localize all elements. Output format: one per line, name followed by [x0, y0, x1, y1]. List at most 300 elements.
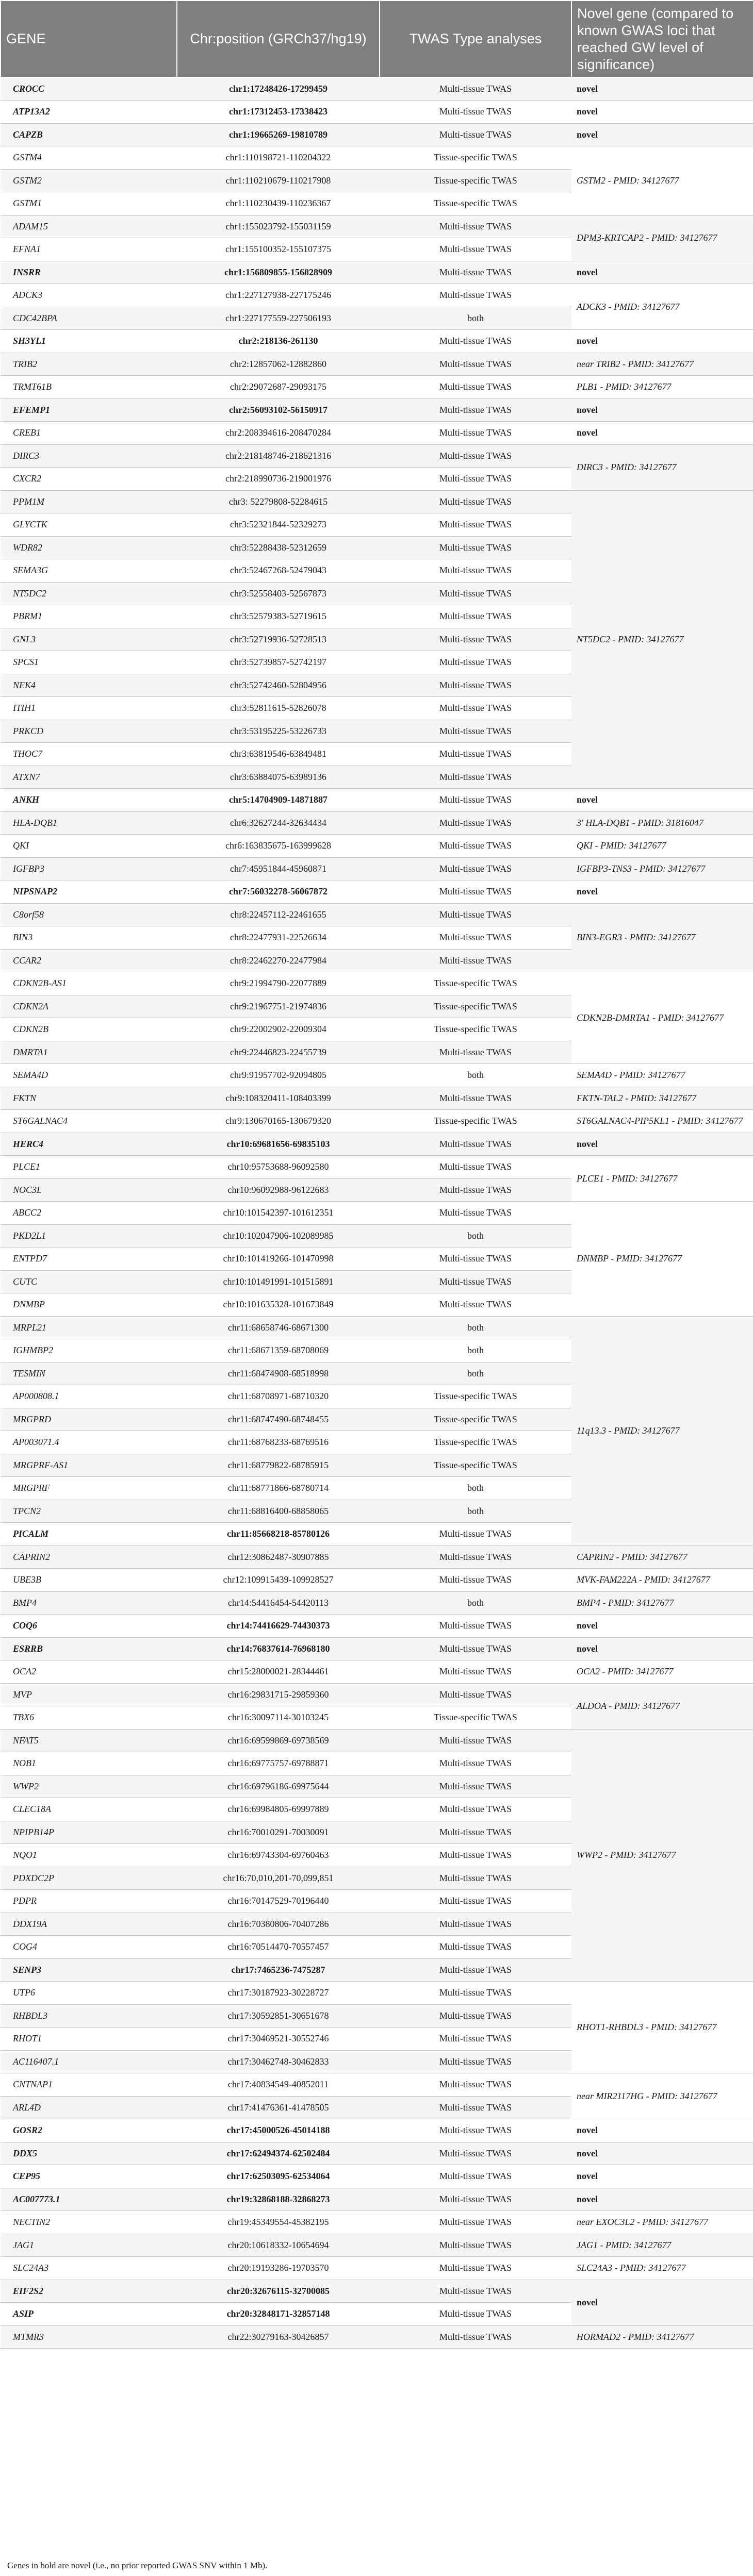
position-cell: chr17:62494374-62502484: [177, 2142, 380, 2165]
twas-type-cell: Multi-tissue TWAS: [380, 2234, 571, 2257]
twas-type-cell: Multi-tissue TWAS: [380, 2004, 571, 2027]
position-cell: chr11:68671359-68708069: [177, 1339, 380, 1362]
position-cell: chr17:62503095-62534064: [177, 2165, 380, 2188]
gene-cell: NIPSNAP2: [1, 880, 177, 904]
position-cell: chr1:17248426-17299459: [177, 77, 380, 101]
position-cell: chr17:40834549-40852011: [177, 2073, 380, 2097]
table-row: [1, 2280, 753, 2303]
novel-gene-cell: [571, 353, 753, 376]
known-locus-reference: CDKN2B-DMRTA1 - PMID: 34127677: [577, 1012, 724, 1023]
twas-type-cell: Multi-tissue TWAS: [380, 1913, 571, 1936]
position-cell: chr17:45000526-45014188: [177, 2119, 380, 2142]
gene-cell: CUTC: [1, 1270, 177, 1293]
position-cell: chr9:22002902-22009304: [177, 1018, 380, 1041]
position-cell: chr1:19665269-19810789: [177, 123, 380, 146]
gene-cell: DDX5: [1, 2142, 177, 2165]
position-cell: chr16:70010291-70030091: [177, 1821, 380, 1844]
twas-type-cell: Multi-tissue TWAS: [380, 284, 571, 307]
gene-cell: PLCE1: [1, 1156, 177, 1179]
table-row: [1, 972, 753, 995]
twas-type-cell: Multi-tissue TWAS: [380, 2188, 571, 2211]
twas-type-cell: Multi-tissue TWAS: [380, 101, 571, 124]
novel-gene-cell: [571, 444, 753, 490]
gene-cell: SLC24A3: [1, 2257, 177, 2280]
twas-type-cell: Multi-tissue TWAS: [380, 559, 571, 583]
known-locus-reference: JAG1 - PMID: 34127677: [577, 2239, 672, 2250]
novel-gene-cell: [571, 2325, 753, 2349]
novel-gene-cell: [571, 1133, 753, 1156]
gene-cell: NPIPB14P: [1, 1821, 177, 1844]
gene-cell: QKI: [1, 835, 177, 858]
table-row: [1, 1591, 753, 1615]
twas-type-cell: Multi-tissue TWAS: [380, 444, 571, 468]
twas-type-cell: Multi-tissue TWAS: [380, 353, 571, 376]
header-position: Chr:position (GRCh37/hg19): [177, 1, 380, 77]
position-cell: chr1:155023792-155031159: [177, 215, 380, 238]
position-cell: chr10:96092988-96122683: [177, 1178, 380, 1202]
novel-label: novel: [577, 886, 598, 897]
table-row: [1, 903, 753, 926]
twas-type-cell: Multi-tissue TWAS: [380, 1202, 571, 1225]
twas-type-cell: Multi-tissue TWAS: [380, 880, 571, 904]
novel-gene-cell: [571, 1982, 753, 2073]
novel-label: novel: [577, 1138, 598, 1149]
twas-type-cell: Multi-tissue TWAS: [380, 490, 571, 513]
novel-gene-cell: [571, 101, 753, 124]
position-cell: chr5:14704909-14871887: [177, 789, 380, 812]
position-cell: chr10:101635328-101673849: [177, 1293, 380, 1317]
gene-cell: JAG1: [1, 2234, 177, 2257]
gene-cell: CDKN2A: [1, 995, 177, 1018]
position-cell: chr12:30862487-30907885: [177, 1545, 380, 1569]
gene-cell: ITIH1: [1, 697, 177, 720]
novel-gene-cell: [571, 2211, 753, 2234]
twas-type-cell: Tissue-specific TWAS: [380, 1408, 571, 1431]
twas-type-cell: Multi-tissue TWAS: [380, 1270, 571, 1293]
header-row: [1, 1, 753, 77]
twas-type-cell: Multi-tissue TWAS: [380, 1248, 571, 1271]
table-row: [1, 811, 753, 835]
twas-type-cell: Multi-tissue TWAS: [380, 2303, 571, 2326]
position-cell: chr1:156809855-156828909: [177, 261, 380, 284]
twas-type-cell: both: [380, 1591, 571, 1615]
table-row: [1, 1683, 753, 1706]
known-locus-reference: near TRIB2 - PMID: 34127677: [577, 358, 694, 369]
known-locus-reference: PLCE1 - PMID: 34127677: [577, 1173, 678, 1184]
position-cell: chr9:21994790-22077889: [177, 972, 380, 995]
position-cell: chr19:32868188-32868273: [177, 2188, 380, 2211]
gene-cell: CAPZB: [1, 123, 177, 146]
known-locus-reference: near MIR2117HG - PMID: 34127677: [577, 2090, 717, 2101]
gene-cell: ASIP: [1, 2303, 177, 2326]
position-cell: chr16:70514470-70557457: [177, 1936, 380, 1959]
twas-type-cell: Multi-tissue TWAS: [380, 238, 571, 261]
twas-type-cell: Tissue-specific TWAS: [380, 1454, 571, 1477]
position-cell: chr9:22446823-22455739: [177, 1041, 380, 1064]
position-cell: chr3:52558403-52567873: [177, 582, 380, 605]
gene-cell: FKTN: [1, 1087, 177, 1110]
gene-cell: RHBDL3: [1, 2004, 177, 2027]
gene-cell: NECTIN2: [1, 2211, 177, 2234]
position-cell: chr10:102047906-102089985: [177, 1224, 380, 1248]
novel-label: novel: [577, 404, 598, 415]
table-row: [1, 1569, 753, 1592]
position-cell: chr16:70380806-70407286: [177, 1913, 380, 1936]
twas-type-cell: Multi-tissue TWAS: [380, 1982, 571, 2005]
position-cell: chr20:10618332-10654694: [177, 2234, 380, 2257]
twas-type-cell: both: [380, 1316, 571, 1339]
gene-cell: OCA2: [1, 1660, 177, 1684]
novel-gene-cell: [571, 2234, 753, 2257]
position-cell: chr3:52467268-52479043: [177, 559, 380, 583]
novel-gene-cell: [571, 1615, 753, 1638]
twas-type-cell: Multi-tissue TWAS: [380, 2119, 571, 2142]
twas-type-cell: Tissue-specific TWAS: [380, 1385, 571, 1408]
twas-type-cell: Multi-tissue TWAS: [380, 2027, 571, 2051]
position-cell: chr9:21967751-21974836: [177, 995, 380, 1018]
novel-label: novel: [577, 84, 598, 94]
known-locus-reference: GSTM2 - PMID: 34127677: [577, 175, 679, 186]
gene-cell: CAPRIN2: [1, 1545, 177, 1569]
position-cell: chr11:68816400-68858065: [177, 1500, 380, 1523]
novel-gene-cell: [571, 1202, 753, 1317]
novel-gene-cell: [571, 857, 753, 880]
twas-type-cell: Multi-tissue TWAS: [380, 582, 571, 605]
novel-gene-cell: [571, 1683, 753, 1729]
known-locus-reference: DPM3-KRTCAP2 - PMID: 34127677: [577, 232, 717, 243]
gene-cell: ANKH: [1, 789, 177, 812]
gene-cell: PPM1M: [1, 490, 177, 513]
gene-cell: MVP: [1, 1683, 177, 1706]
gene-cell: GOSR2: [1, 2119, 177, 2142]
twas-type-cell: Tissue-specific TWAS: [380, 1110, 571, 1133]
gene-cell: RHOT1: [1, 2027, 177, 2051]
gene-cell: CDKN2B-AS1: [1, 972, 177, 995]
known-locus-reference: HORMAD2 - PMID: 34127677: [577, 2331, 694, 2342]
twas-type-cell: Multi-tissue TWAS: [380, 1798, 571, 1821]
known-locus-reference: WWP2 - PMID: 34127677: [577, 1850, 676, 1860]
novel-gene-cell: [571, 1156, 753, 1202]
novel-gene-cell: [571, 903, 753, 972]
position-cell: chr16:69775757-69788871: [177, 1752, 380, 1775]
known-locus-reference: SEMA4D - PMID: 34127677: [577, 1070, 685, 1081]
position-cell: chr17:30469521-30552746: [177, 2027, 380, 2051]
gene-cell: ESRRB: [1, 1637, 177, 1660]
table-row: [1, 1637, 753, 1660]
position-cell: chr9:130670165-130679320: [177, 1110, 380, 1133]
twas-type-cell: Multi-tissue TWAS: [380, 261, 571, 284]
known-locus-reference: CAPRIN2 - PMID: 34127677: [577, 1551, 687, 1562]
novel-gene-cell: [571, 2257, 753, 2280]
twas-type-cell: Tissue-specific TWAS: [380, 192, 571, 215]
novel-label: novel: [577, 267, 598, 277]
position-cell: chr1:227177559-227506193: [177, 307, 380, 330]
novel-gene-cell: [571, 146, 753, 215]
gene-cell: ABCC2: [1, 1202, 177, 1225]
twas-type-cell: Multi-tissue TWAS: [380, 1890, 571, 1913]
table-row: [1, 376, 753, 399]
gene-cell: CDC42BPA: [1, 307, 177, 330]
twas-type-cell: Multi-tissue TWAS: [380, 398, 571, 422]
position-cell: chr16:70,010,201-70,099,851: [177, 1867, 380, 1890]
gene-cell: IGHMBP2: [1, 1339, 177, 1362]
table-row: [1, 353, 753, 376]
gene-cell: MTMR3: [1, 2325, 177, 2349]
table-row: [1, 261, 753, 284]
gene-cell: GLYCTK: [1, 513, 177, 537]
twas-type-cell: Multi-tissue TWAS: [380, 628, 571, 651]
gene-cell: PDPR: [1, 1890, 177, 1913]
table-row: [1, 123, 753, 146]
novel-gene-cell: [571, 376, 753, 399]
twas-type-cell: Multi-tissue TWAS: [380, 1087, 571, 1110]
table-row: [1, 880, 753, 904]
novel-gene-cell: [571, 972, 753, 1064]
table-row: [1, 77, 753, 101]
twas-type-cell: Tissue-specific TWAS: [380, 1018, 571, 1041]
twas-type-cell: Multi-tissue TWAS: [380, 651, 571, 674]
position-cell: chr6:32627244-32634434: [177, 811, 380, 835]
novel-gene-cell: [571, 1637, 753, 1660]
header-twas-type: TWAS Type analyses: [380, 1, 571, 77]
gene-cell: MRGPRF: [1, 1477, 177, 1500]
twas-type-cell: both: [380, 1224, 571, 1248]
gene-cell: PRKCD: [1, 720, 177, 743]
twas-type-cell: Multi-tissue TWAS: [380, 2050, 571, 2073]
gene-cell: TRIB2: [1, 353, 177, 376]
twas-type-cell: Multi-tissue TWAS: [380, 2325, 571, 2349]
position-cell: chr20:32676115-32700085: [177, 2280, 380, 2303]
position-cell: chr1:110230439-110236367: [177, 192, 380, 215]
gene-cell: GSTM2: [1, 169, 177, 192]
twas-type-cell: Multi-tissue TWAS: [380, 1133, 571, 1156]
table-row: [1, 2073, 753, 2097]
gene-cell: COQ6: [1, 1615, 177, 1638]
novel-gene-cell: [571, 880, 753, 904]
gene-cell: EFEMP1: [1, 398, 177, 422]
known-locus-reference: QKI - PMID: 34127677: [577, 840, 666, 851]
position-cell: chr2:29072687-29093175: [177, 376, 380, 399]
gene-cell: PKD2L1: [1, 1224, 177, 1248]
twas-type-cell: Multi-tissue TWAS: [380, 697, 571, 720]
twas-type-cell: Multi-tissue TWAS: [380, 215, 571, 238]
twas-type-cell: Multi-tissue TWAS: [380, 1775, 571, 1798]
gene-cell: DMRTA1: [1, 1041, 177, 1064]
novel-label: novel: [577, 2171, 598, 2182]
gene-cell: PBRM1: [1, 605, 177, 628]
table-row: [1, 1982, 753, 2005]
gene-cell: SEMA4D: [1, 1064, 177, 1087]
twas-type-cell: Tissue-specific TWAS: [380, 972, 571, 995]
gene-cell: MRPL21: [1, 1316, 177, 1339]
novel-gene-cell: [571, 1569, 753, 1592]
twas-type-cell: Multi-tissue TWAS: [380, 1660, 571, 1684]
gene-cell: GSTM4: [1, 146, 177, 170]
gene-cell: NT5DC2: [1, 582, 177, 605]
position-cell: chr3:52321844-52329273: [177, 513, 380, 537]
gene-cell: NFAT5: [1, 1729, 177, 1752]
position-cell: chr7:56032278-56067872: [177, 880, 380, 904]
table-body: [1, 77, 753, 2349]
position-cell: chr7:45951844-45960871: [177, 857, 380, 880]
twas-type-cell: both: [380, 1500, 571, 1523]
position-cell: chr14:76837614-76968180: [177, 1637, 380, 1660]
novel-gene-cell: [571, 2142, 753, 2165]
table-row: [1, 2119, 753, 2142]
novel-gene-cell: [571, 789, 753, 812]
gene-cell: WDR82: [1, 536, 177, 559]
gene-cell: MRGPRD: [1, 1408, 177, 1431]
position-cell: chr8:22477931-22526634: [177, 926, 380, 950]
position-cell: chr16:69984805-69997889: [177, 1798, 380, 1821]
known-locus-reference: PLB1 - PMID: 34127677: [577, 381, 672, 392]
table-row: [1, 1202, 753, 1225]
position-cell: chr8:22457112-22461655: [177, 903, 380, 926]
novel-gene-cell: [571, 123, 753, 146]
gene-cell: DDX19A: [1, 1913, 177, 1936]
twas-type-cell: Multi-tissue TWAS: [380, 1523, 571, 1546]
position-cell: chr11:68779822-68785915: [177, 1454, 380, 1477]
position-cell: chr11:68658746-68671300: [177, 1316, 380, 1339]
position-cell: chr11:85668218-85780126: [177, 1523, 380, 1546]
gene-cell: ARL4D: [1, 2096, 177, 2119]
position-cell: chr10:95753688-96092580: [177, 1156, 380, 1179]
twas-type-cell: Multi-tissue TWAS: [380, 1867, 571, 1890]
gene-cell: AC116407.1: [1, 2050, 177, 2073]
position-cell: chr3:52742460-52804956: [177, 674, 380, 697]
table-row: [1, 1316, 753, 1339]
table-row: [1, 1110, 753, 1133]
position-cell: chr3:52811615-52826078: [177, 697, 380, 720]
position-cell: chr1:155100352-155107375: [177, 238, 380, 261]
position-cell: chr16:69796186-69975644: [177, 1775, 380, 1798]
gene-cell: BIN3: [1, 926, 177, 950]
twas-type-cell: Multi-tissue TWAS: [380, 1156, 571, 1179]
gene-cell: C8orf58: [1, 903, 177, 926]
table-row: [1, 1133, 753, 1156]
table-row: [1, 1729, 753, 1752]
novel-label: novel: [577, 2125, 598, 2136]
position-cell: chr9:91957702-92094805: [177, 1064, 380, 1087]
twas-type-cell: Multi-tissue TWAS: [380, 789, 571, 812]
table-row: [1, 1660, 753, 1684]
position-cell: chr15:28000021-28344461: [177, 1660, 380, 1684]
twas-type-cell: Multi-tissue TWAS: [380, 766, 571, 789]
position-cell: chr1:17312453-17338423: [177, 101, 380, 124]
position-cell: chr16:69599869-69738569: [177, 1729, 380, 1752]
position-cell: chr20:19193286-19703570: [177, 2257, 380, 2280]
table-row: [1, 2165, 753, 2188]
gene-cell: SEMA3G: [1, 559, 177, 583]
gene-cell: CCAR2: [1, 949, 177, 972]
novel-gene-cell: [571, 284, 753, 330]
known-locus-reference: NT5DC2 - PMID: 34127677: [577, 634, 684, 644]
novel-label: novel: [577, 794, 598, 805]
position-cell: chr9:108320411-108403399: [177, 1087, 380, 1110]
gene-cell: TPCN2: [1, 1500, 177, 1523]
known-locus-reference: SLC24A3 - PMID: 34127677: [577, 2263, 686, 2273]
position-cell: chr3:52288438-52312659: [177, 536, 380, 559]
novel-gene-cell: [571, 2073, 753, 2119]
position-cell: chr2:218148746-218621316: [177, 444, 380, 468]
position-cell: chr16:29831715-29859360: [177, 1683, 380, 1706]
gene-cell: DIRC3: [1, 444, 177, 468]
known-locus-reference: IGFBP3-TNS3 - PMID: 34127677: [577, 863, 706, 874]
position-cell: chr6:163835675-163999628: [177, 835, 380, 858]
twas-type-cell: Multi-tissue TWAS: [380, 2142, 571, 2165]
position-cell: chr2:12857062-12882860: [177, 353, 380, 376]
novel-label: novel: [577, 106, 598, 117]
position-cell: chr3: 52279808-52284615: [177, 490, 380, 513]
twas-type-cell: Tissue-specific TWAS: [380, 1431, 571, 1454]
twas-type-cell: Multi-tissue TWAS: [380, 857, 571, 880]
gene-cell: NOB1: [1, 1752, 177, 1775]
gene-cell: AP000808.1: [1, 1385, 177, 1408]
twas-type-cell: Multi-tissue TWAS: [380, 1637, 571, 1660]
position-cell: chr16:30097114-30103245: [177, 1706, 380, 1730]
gene-cell: INSRR: [1, 261, 177, 284]
gene-cell: UBE3B: [1, 1569, 177, 1592]
table-row: [1, 2257, 753, 2280]
known-locus-reference: DIRC3 - PMID: 34127677: [577, 462, 677, 472]
position-cell: chr12:109915439-109928527: [177, 1569, 380, 1592]
novel-label: novel: [577, 1620, 598, 1631]
gene-cell: HLA-DQB1: [1, 811, 177, 835]
gene-cell: AC007773.1: [1, 2188, 177, 2211]
twas-type-cell: both: [380, 1477, 571, 1500]
position-cell: chr17:30462748-30462833: [177, 2050, 380, 2073]
novel-gene-cell: [571, 77, 753, 101]
gene-cell: IGFBP3: [1, 857, 177, 880]
novel-gene-cell: [571, 261, 753, 284]
known-locus-reference: DNMBP - PMID: 34127677: [577, 1253, 682, 1264]
gene-cell: PDXDC2P: [1, 1867, 177, 1890]
gene-cell: TBX6: [1, 1706, 177, 1730]
novel-gene-cell: [571, 2188, 753, 2211]
novel-label: novel: [577, 2148, 598, 2158]
gene-cell: CEP95: [1, 2165, 177, 2188]
gene-cell: UTP6: [1, 1982, 177, 2005]
known-locus-reference: near EXOC3L2 - PMID: 34127677: [577, 2217, 708, 2228]
novel-gene-cell: [571, 1316, 753, 1545]
known-locus-reference: 3' HLA-DQB1 - PMID: 31816047: [577, 817, 703, 828]
novel-gene-cell: [571, 1729, 753, 1982]
gene-cell: NOC3L: [1, 1178, 177, 1202]
table-row: [1, 1615, 753, 1638]
twas-type-cell: Multi-tissue TWAS: [380, 949, 571, 972]
gene-cell: EIF2S2: [1, 2280, 177, 2303]
gene-cell: SENP3: [1, 1958, 177, 1982]
twas-type-cell: Multi-tissue TWAS: [380, 1569, 571, 1592]
twas-type-cell: Multi-tissue TWAS: [380, 513, 571, 537]
position-cell: chr11:68708971-68710320: [177, 1385, 380, 1408]
twas-type-cell: Multi-tissue TWAS: [380, 903, 571, 926]
gene-cell: SPCS1: [1, 651, 177, 674]
table-row: [1, 101, 753, 124]
twas-type-cell: Multi-tissue TWAS: [380, 2257, 571, 2280]
position-cell: chr1:227127938-227175246: [177, 284, 380, 307]
table-row: [1, 146, 753, 170]
twas-type-cell: Tissue-specific TWAS: [380, 995, 571, 1018]
novel-label: novel: [577, 336, 598, 346]
gene-cell: EFNA1: [1, 238, 177, 261]
twas-type-cell: Multi-tissue TWAS: [380, 926, 571, 950]
novel-gene-cell: [571, 1591, 753, 1615]
twas-type-cell: Multi-tissue TWAS: [380, 1683, 571, 1706]
position-cell: chr22:30279163-30426857: [177, 2325, 380, 2349]
twas-type-cell: Multi-tissue TWAS: [380, 1958, 571, 1982]
twas-type-cell: Multi-tissue TWAS: [380, 330, 571, 353]
